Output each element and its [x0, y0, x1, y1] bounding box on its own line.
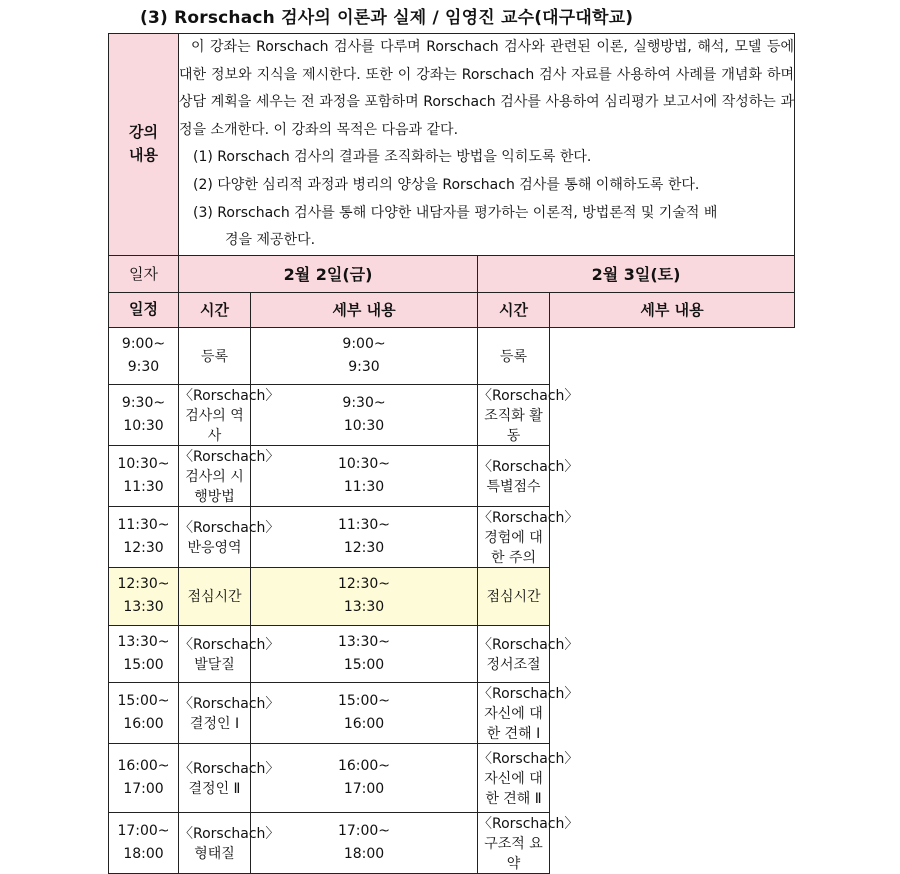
- time-end: 16:00: [123, 715, 164, 732]
- session-title: 〈Rorschach〉 자신에 대한 견해 Ⅱ: [478, 750, 579, 807]
- day1-time: [109, 384, 179, 445]
- day1-time: [109, 327, 179, 384]
- time-end: 11:30: [343, 478, 385, 495]
- session-title: 등록: [499, 348, 528, 365]
- day1-session: [179, 625, 280, 682]
- content-label-line1: 강의: [129, 123, 158, 142]
- date-row: [109, 255, 795, 292]
- time-end: 15:00: [123, 656, 164, 673]
- day2-time: [251, 812, 478, 873]
- day1-time-header: 시간: [179, 292, 251, 327]
- time-start: 12:30~: [337, 576, 391, 593]
- day2-time: [251, 743, 478, 812]
- session-title: 〈Rorschach〉 정서조절: [478, 636, 579, 673]
- day1-session: [179, 682, 280, 743]
- schedule-row: [109, 384, 795, 445]
- time-end: 17:00: [123, 780, 164, 797]
- schedule-row: [109, 327, 795, 384]
- day1-time: [109, 567, 179, 625]
- page-title: (3) Rorschach 검사의 이론과 실제 / 임영진 교수(대구대학교): [140, 8, 634, 28]
- time-start: 15:00~: [117, 692, 170, 709]
- time-end: 16:00: [343, 715, 385, 732]
- time-start: 13:30~: [337, 633, 391, 650]
- time-end: 12:30: [343, 539, 385, 556]
- day2-detail-header: 세부 내용: [550, 292, 795, 327]
- day1-session: [179, 812, 280, 873]
- date-label: 일자: [109, 255, 179, 292]
- schedule-row: [109, 812, 795, 873]
- day2-session: [478, 567, 550, 625]
- schedule-label: 일정: [109, 292, 179, 327]
- session-title: 점심시간: [187, 589, 242, 606]
- day2-session: [478, 384, 579, 445]
- session-title: 〈Rorschach〉 결정인 Ⅱ: [179, 760, 280, 797]
- session-title: 〈Rorschach〉 구조적 요약: [478, 815, 579, 872]
- time-start: 15:00~: [337, 692, 391, 709]
- day1-time: [109, 506, 179, 567]
- time-start: 9:00~: [121, 335, 166, 352]
- day2-session: [478, 812, 579, 873]
- goal-item-3: (3) Rorschach 검사를 통해 다양한 내담자를 평가하는 이론적, 방법론적 및 기술적 배: [193, 204, 718, 221]
- day2-session: [478, 682, 579, 743]
- time-end: 13:30: [343, 599, 385, 616]
- time-start: 13:30~: [117, 633, 170, 650]
- day2-header: 2월 3일(토): [478, 255, 795, 292]
- time-end: 10:30: [123, 417, 164, 434]
- time-end: 12:30: [123, 539, 164, 556]
- day2-time: [251, 506, 478, 567]
- time-start: 9:30~: [121, 394, 166, 411]
- day1-time: [109, 445, 179, 506]
- session-title: 〈Rorschach〉 특별점수: [478, 458, 579, 495]
- session-title: 〈Rorschach〉 발달질: [179, 636, 280, 673]
- day2-session: [478, 743, 579, 812]
- goal-item-3-continued: [179, 227, 794, 255]
- schedule-row: [109, 743, 795, 812]
- day2-session: [478, 506, 579, 567]
- time-start: 10:30~: [337, 455, 391, 472]
- time-end: 13:30: [123, 599, 164, 616]
- time-start: 17:00~: [337, 822, 391, 839]
- day2-session: [478, 327, 550, 384]
- day1-session: [179, 567, 251, 625]
- day2-time: [251, 445, 478, 506]
- time-start: 16:00~: [337, 757, 391, 774]
- time-end: 15:00: [343, 656, 385, 673]
- time-start: 12:30~: [117, 576, 170, 593]
- day1-session: [179, 327, 251, 384]
- day2-session: [478, 445, 579, 506]
- content-row: [109, 34, 795, 256]
- goal-item-1: (1) Rorschach 검사의 결과를 조직화하는 방법을 익히도록 한다.: [193, 149, 592, 166]
- course-table: [108, 33, 795, 874]
- time-start: 10:30~: [117, 455, 170, 472]
- session-title: 〈Rorschach〉 형태질: [179, 825, 280, 862]
- schedule-body: [109, 327, 795, 873]
- session-title: 〈Rorschach〉 경험에 대한 주의: [478, 509, 579, 566]
- time-start: 17:00~: [117, 822, 170, 839]
- time-start: 9:00~: [342, 335, 386, 352]
- session-title: 등록: [200, 348, 229, 365]
- session-title: 〈Rorschach〉 검사의 시행방법: [179, 448, 280, 505]
- day2-time: [251, 384, 478, 445]
- goal-item-3-continued-text: 경을 제공한다.: [225, 232, 316, 249]
- content-label-cell: [109, 34, 179, 256]
- day1-time: [109, 625, 179, 682]
- day1-session: [179, 445, 280, 506]
- description-paragraph: 이 강좌는 Rorschach 검사를 다루며 Rorschach 검사와 관련된 이론, 실행방법, 해석, 모델 등에 대한 정보와 지식을 제시한다. 또한 이 강좌는 Rorschach 검사 자료를 사용하여 사례를 개념화 하며 상담 계획을 세우는 전 과정을 포함하며 Rorschach 검사를 사용하여 심리평가 보고서에 작성하는 과정을 소개한다. 이 강좌의 목적은 다음과 같다.: [179, 39, 794, 138]
- session-title: 점심시간: [486, 589, 541, 606]
- day1-time: [109, 812, 179, 873]
- day2-time: [251, 567, 478, 625]
- day1-detail-header: 세부 내용: [251, 292, 478, 327]
- day1-header: 2월 2일(금): [179, 255, 478, 292]
- goal-item-2: (2) 다양한 심리적 과정과 병리의 양상을 Rorschach 검사를 통해 이해하도록 한다.: [193, 176, 700, 193]
- time-end: 17:00: [343, 780, 385, 797]
- day1-session: [179, 384, 280, 445]
- day2-time: [251, 327, 478, 384]
- day1-session: [179, 506, 280, 567]
- time-start: 11:30~: [337, 516, 391, 533]
- content-label-line2: 내용: [129, 146, 158, 165]
- time-end: 10:30: [343, 417, 385, 434]
- session-title: 〈Rorschach〉 검사의 역사: [179, 387, 280, 444]
- time-start: 9:30~: [342, 394, 386, 411]
- day1-time: [109, 743, 179, 812]
- day1-session: [179, 743, 280, 812]
- day1-time: [109, 682, 179, 743]
- schedule-row: [109, 567, 795, 625]
- time-end: 9:30: [348, 358, 380, 375]
- course-description: [179, 34, 795, 256]
- session-title: 〈Rorschach〉 반응영역: [179, 519, 280, 556]
- time-end: 11:30: [123, 478, 164, 495]
- session-title: 〈Rorschach〉 자신에 대한 견해 Ⅰ: [478, 685, 579, 742]
- session-title: 〈Rorschach〉 조직화 활동: [478, 387, 579, 444]
- schedule-row: [109, 506, 795, 567]
- day2-time-header: 시간: [478, 292, 550, 327]
- schedule-row: [109, 682, 795, 743]
- day2-time: [251, 625, 478, 682]
- schedule-row: [109, 625, 795, 682]
- time-start: 16:00~: [117, 757, 170, 774]
- time-start: 11:30~: [117, 516, 170, 533]
- day2-session: [478, 625, 579, 682]
- day2-time: [251, 682, 478, 743]
- time-end: 18:00: [343, 845, 385, 862]
- subheader-row: [109, 292, 795, 327]
- schedule-row: [109, 445, 795, 506]
- session-title: 〈Rorschach〉 결정인 Ⅰ: [179, 695, 280, 732]
- time-end: 9:30: [127, 358, 160, 375]
- time-end: 18:00: [123, 845, 164, 862]
